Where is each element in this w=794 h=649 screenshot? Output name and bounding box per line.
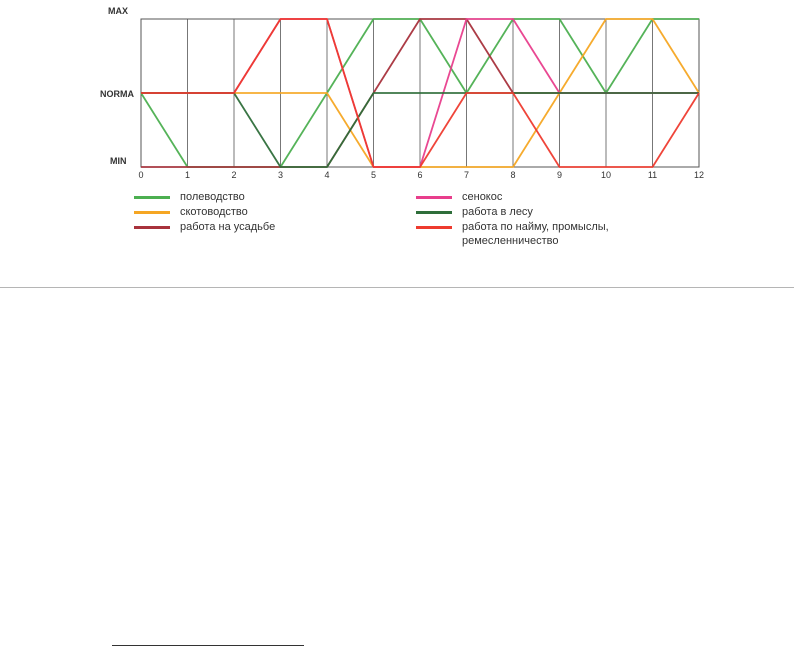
legend-swatch <box>416 226 452 229</box>
legend-item <box>134 205 275 219</box>
x-tick-label: 0 <box>138 170 144 180</box>
footnote-divider <box>112 645 304 646</box>
x-tick-label: 10 <box>600 170 612 180</box>
legend-swatch <box>416 196 452 199</box>
legend-right <box>416 190 622 249</box>
x-axis-labels <box>138 170 704 180</box>
x-tick-label: 4 <box>324 170 330 180</box>
x-tick-label: 1 <box>184 170 191 180</box>
y-tick-label: MIN <box>110 156 127 166</box>
legend-swatch <box>416 211 452 214</box>
legend-label: скотоводство <box>180 206 248 218</box>
x-tick-label: 8 <box>510 170 516 180</box>
x-tick-label: 12 <box>693 170 705 180</box>
page-divider <box>0 287 794 288</box>
legend-swatch <box>134 196 170 199</box>
legend-label: работа на усадьбе <box>180 221 276 233</box>
legend-item <box>416 205 622 219</box>
legend-label: работа по найму, промыслы, ремесленничество <box>462 221 609 247</box>
x-tick-label: 5 <box>370 170 377 180</box>
y-axis-labels <box>100 6 134 166</box>
legend-item <box>134 190 275 204</box>
legend-label: сенокос <box>462 191 503 203</box>
x-tick-label: 9 <box>556 170 563 180</box>
x-tick-label: 2 <box>231 170 237 180</box>
legend-item <box>134 220 275 234</box>
x-tick-label: 7 <box>463 170 470 180</box>
legend-label: работа в лесу <box>462 206 533 218</box>
legend-swatch <box>134 226 170 229</box>
legend-item <box>416 190 622 204</box>
chart <box>0 0 794 190</box>
y-tick-label: MAX <box>108 6 128 16</box>
x-tick-label: 6 <box>417 170 423 180</box>
y-tick-label: NORMA <box>100 89 134 99</box>
legend-left <box>134 190 275 235</box>
legend-swatch <box>134 211 170 214</box>
x-tick-label: 3 <box>277 170 284 180</box>
x-tick-label: 11 <box>647 170 658 180</box>
legend-label: полеводство <box>180 191 245 203</box>
legend-item <box>416 220 622 248</box>
